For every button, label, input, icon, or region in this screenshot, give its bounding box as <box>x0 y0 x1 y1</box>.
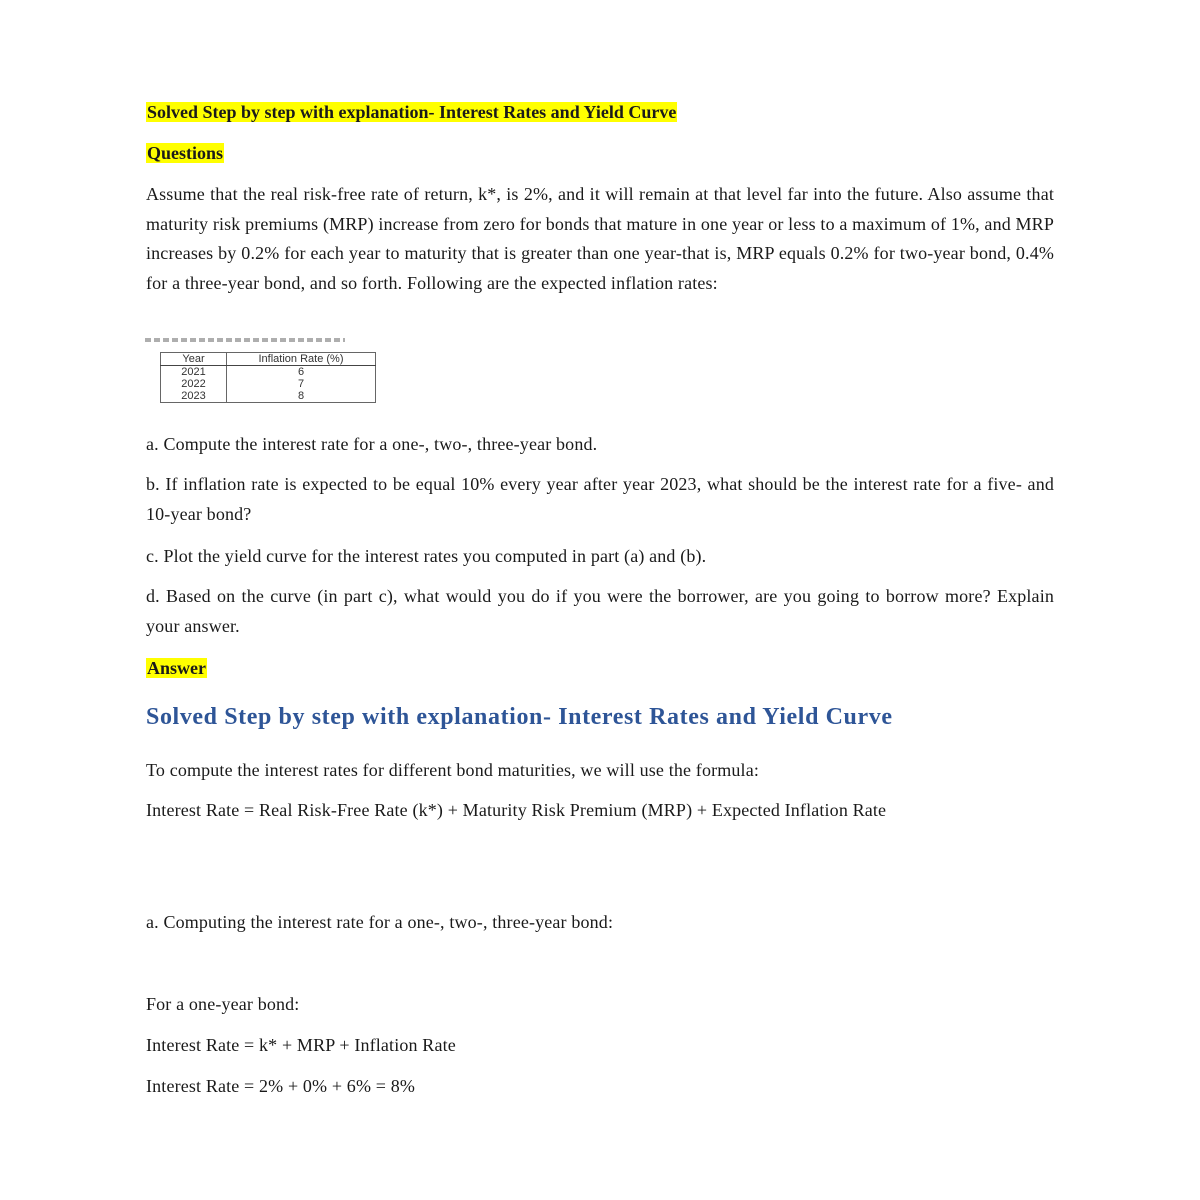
answer-section-heading: Solved Step by step with explanation- Interest Rates and Yield Curve <box>146 704 893 730</box>
table-cell-rate: 7 <box>227 378 376 390</box>
inflation-table-image <box>145 338 385 412</box>
table-header-year: Year <box>161 353 227 366</box>
answer-equation-values: Interest Rate = 2% + 0% + 6% = 8% <box>146 1076 415 1096</box>
answer-part-a: a. Computing the interest rate for a one-, two-, three-year bond: <box>146 912 614 932</box>
table-cell-rate: 8 <box>227 390 376 403</box>
table-header-row <box>161 353 376 366</box>
table-row <box>161 378 376 390</box>
answer-one-year-label: For a one-year bond: <box>146 994 300 1014</box>
question-part-a: a. Compute the interest rate for a one-, two-, three-year bond. <box>146 434 598 454</box>
question-part-b: b. If inflation rate is expected to be equal 10% every year after year 2023, what should be the interest rate for a five- and 10-year bond? <box>146 474 1054 524</box>
table-row <box>161 390 376 403</box>
answer-label: Answer <box>147 658 206 678</box>
answer-heading <box>146 657 207 679</box>
table-cell-year: 2022 <box>161 378 227 390</box>
question-paragraph: Assume that the real risk-free rate of return, k*, is 2%, and it will remain at that level far into the future. Also assume that maturity risk premiums (MRP) increase from zero for bonds that mature in one year or less to a maximum of 1%, and MRP increases by 0.2% for each year to maturity that is greater than one year-that is, MRP equals 0.2% for two-year bond, 0.4% for a three-year bond, and so forth. Following are the expected inflation rates: <box>146 184 1054 293</box>
answer-equation-general: Interest Rate = k* + MRP + Inflation Rate <box>146 1035 456 1055</box>
table-cell-year: 2023 <box>161 390 227 403</box>
question-part-c: c. Plot the yield curve for the interest rates you computed in part (a) and (b). <box>146 546 707 566</box>
question-part-d: d. Based on the curve (in part c), what would you do if you were the borrower, are you going to borrow more? Explain your answer. <box>146 586 1054 636</box>
table-cell-rate: 6 <box>227 366 376 379</box>
table-row <box>161 366 376 379</box>
questions-heading <box>146 142 224 164</box>
answer-formula: Interest Rate = Real Risk-Free Rate (k*) + Maturity Risk Premium (MRP) + Expected Inflation Rate <box>146 800 887 820</box>
inflation-table <box>160 352 376 403</box>
answer-intro: To compute the interest rates for different bond maturities, we will use the formula: <box>146 760 759 780</box>
cropped-text-fragment <box>145 338 345 342</box>
table-header-rate: Inflation Rate (%) <box>227 353 376 366</box>
title-highlight: Solved Step by step with explanation- Interest Rates and Yield Curve <box>147 102 677 122</box>
questions-label: Questions <box>147 143 224 163</box>
table-cell-year: 2021 <box>161 366 227 379</box>
document-title <box>146 101 677 123</box>
